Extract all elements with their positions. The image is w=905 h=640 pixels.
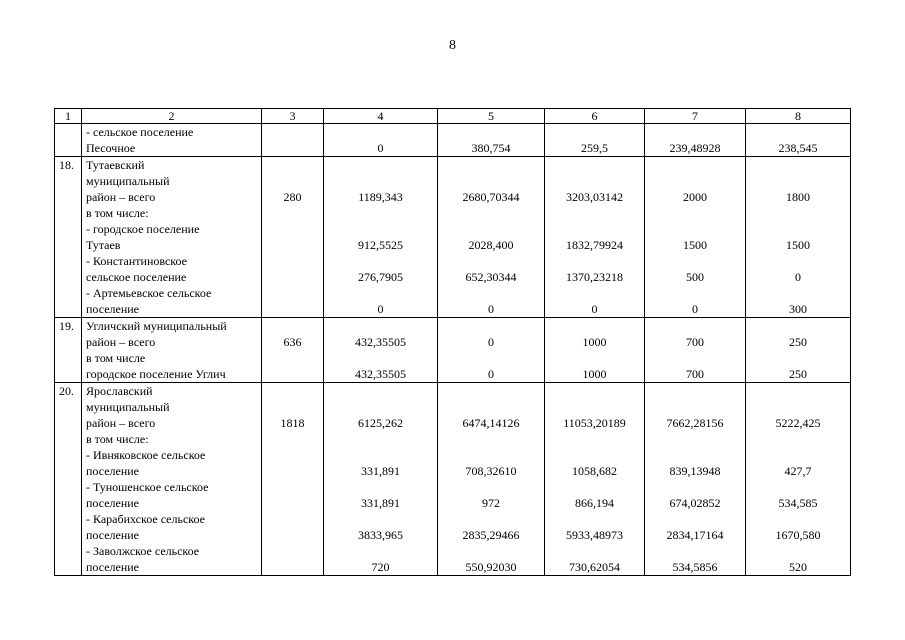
value-line — [266, 350, 319, 366]
value-line — [442, 399, 540, 415]
value-line — [328, 543, 433, 559]
row-number: 20. — [55, 383, 82, 576]
name-line: Ярославский — [86, 384, 153, 398]
name-line: сельское поселение — [86, 270, 187, 284]
value-line — [442, 447, 540, 463]
value-cell-c5 — [438, 383, 545, 576]
value-line: 700 — [686, 335, 704, 349]
value-line: 972 — [482, 496, 500, 510]
value-line: 1818 — [280, 416, 305, 430]
value-line — [266, 463, 319, 479]
value-line — [549, 253, 640, 269]
column-header: 5 — [438, 109, 545, 124]
value-line: 432,35505 — [355, 367, 406, 381]
row-number — [55, 124, 82, 157]
value-line — [328, 399, 433, 415]
value-cell-c6 — [545, 383, 645, 576]
value-line: 652,30344 — [465, 270, 517, 284]
value-line — [442, 479, 540, 495]
value-line: 708,32610 — [465, 464, 517, 478]
value-line — [549, 383, 640, 399]
value-line — [328, 318, 433, 334]
value-line: 1670,580 — [775, 528, 821, 542]
value-line — [266, 318, 319, 334]
column-header: 1 — [55, 109, 82, 124]
value-line — [649, 447, 741, 463]
value-line: 520 — [789, 560, 807, 574]
value-line: 0 — [488, 335, 494, 349]
value-line — [750, 318, 846, 334]
name-line: в том числе: — [86, 206, 149, 220]
value-line — [442, 285, 540, 301]
value-cell-c4 — [324, 383, 438, 576]
name-line: Угличский муниципальный — [86, 319, 227, 333]
municipality-name-cell — [82, 383, 262, 576]
value-line — [750, 383, 846, 399]
value-line — [549, 124, 640, 140]
value-line — [750, 511, 846, 527]
value-line — [328, 221, 433, 237]
value-cell-c7 — [645, 124, 746, 157]
value-line — [442, 253, 540, 269]
value-cell-c8 — [746, 318, 851, 383]
value-line — [266, 157, 319, 173]
value-line: 6474,14126 — [462, 416, 520, 430]
table-row — [55, 318, 851, 383]
table-row — [55, 383, 851, 576]
value-cell-c7 — [645, 157, 746, 318]
name-line: поселение — [86, 464, 140, 478]
value-line — [549, 543, 640, 559]
value-line: 636 — [283, 335, 302, 349]
value-line — [266, 527, 319, 543]
value-line — [649, 285, 741, 301]
value-line — [750, 124, 846, 140]
value-line: 550,92030 — [465, 560, 517, 574]
value-line: 0 — [591, 302, 598, 316]
value-cell-c6 — [545, 318, 645, 383]
value-line — [266, 447, 319, 463]
value-cell-c5 — [438, 124, 545, 157]
value-line: 0 — [692, 302, 698, 316]
value-cell-c6 — [545, 124, 645, 157]
value-line — [750, 221, 846, 237]
value-line: 239,48928 — [669, 141, 721, 155]
value-line — [549, 173, 640, 189]
value-line — [328, 383, 433, 399]
value-line: 2834,17164 — [666, 528, 724, 542]
name-line: район – всего — [86, 190, 156, 204]
value-line: 700 — [686, 367, 704, 381]
column-header: 3 — [262, 109, 324, 124]
value-line: 280 — [283, 190, 302, 204]
column-header: 7 — [645, 109, 746, 124]
name-line: район – всего — [86, 335, 156, 349]
value-line — [649, 253, 741, 269]
value-line — [328, 205, 433, 221]
value-line — [442, 221, 540, 237]
value-line: 2028,400 — [468, 238, 514, 252]
value-line — [649, 399, 741, 415]
municipality-name-cell — [82, 124, 262, 157]
column-header: 4 — [324, 109, 438, 124]
value-line — [266, 124, 319, 140]
value-line: 1500 — [683, 238, 707, 252]
name-line: поселение — [86, 496, 140, 510]
value-line — [549, 447, 640, 463]
value-line: 1800 — [786, 190, 810, 204]
value-line: 276,7905 — [358, 270, 403, 284]
value-line — [266, 399, 319, 415]
value-line — [442, 205, 540, 221]
value-line — [266, 559, 319, 575]
value-cell-c3 — [262, 124, 324, 157]
value-line — [750, 399, 846, 415]
value-line — [266, 285, 319, 301]
municipality-name-cell — [82, 318, 262, 383]
value-line — [442, 511, 540, 527]
value-cell-c7 — [645, 318, 746, 383]
value-line — [750, 285, 846, 301]
value-cell-c5 — [438, 318, 545, 383]
value-line — [266, 221, 319, 237]
value-line — [266, 301, 319, 317]
value-line: 2835,29466 — [462, 528, 520, 542]
name-line: городское поселение Углич — [86, 367, 226, 381]
value-line: 912,5525 — [358, 238, 403, 252]
name-line: - городское поселение — [86, 222, 200, 236]
value-line: 331,891 — [361, 496, 400, 510]
value-line — [266, 237, 319, 253]
value-line — [266, 205, 319, 221]
value-line: 1000 — [582, 335, 607, 349]
column-number-row — [55, 109, 851, 124]
value-line — [328, 253, 433, 269]
value-line — [750, 173, 846, 189]
value-line: 1500 — [786, 238, 810, 252]
value-line: 1000 — [582, 367, 607, 381]
value-line — [549, 479, 640, 495]
value-line — [442, 318, 540, 334]
value-cell-c7 — [645, 383, 746, 576]
value-line: 432,35505 — [355, 335, 406, 349]
value-line — [266, 253, 319, 269]
value-line: 238,545 — [778, 141, 818, 155]
name-line: муниципальный — [86, 400, 170, 414]
value-line: 5222,425 — [775, 416, 821, 430]
value-line: 3203,03142 — [566, 190, 623, 204]
value-line — [649, 173, 741, 189]
value-line — [549, 431, 640, 447]
value-line: 720 — [371, 560, 390, 574]
value-line — [750, 543, 846, 559]
value-line — [649, 511, 741, 527]
value-cell-c8 — [746, 157, 851, 318]
value-line: 1058,682 — [572, 464, 617, 478]
value-line: 259,5 — [581, 141, 608, 155]
value-line — [649, 221, 741, 237]
name-line: Песочное — [86, 141, 136, 155]
value-line — [328, 511, 433, 527]
value-cell-c4 — [324, 157, 438, 318]
column-header: 8 — [746, 109, 851, 124]
page-number: 8 — [449, 38, 456, 53]
value-line — [266, 543, 319, 559]
value-line: 500 — [686, 270, 704, 284]
name-line: - Туношенское сельское — [86, 480, 209, 494]
value-line — [549, 221, 640, 237]
name-line: в том числе: — [86, 432, 149, 446]
name-line: поселение — [86, 528, 140, 542]
value-line — [442, 173, 540, 189]
name-line: в том числе — [86, 351, 146, 365]
value-line — [328, 124, 433, 140]
value-line: 2680,70344 — [462, 190, 520, 204]
value-line: 534,585 — [778, 496, 818, 510]
value-line — [266, 495, 319, 511]
name-line: - Заволжское сельское — [86, 544, 200, 558]
name-line: Тутаев — [86, 238, 121, 252]
value-line — [266, 511, 319, 527]
value-line: 300 — [789, 302, 807, 316]
value-line — [266, 383, 319, 399]
value-line — [750, 479, 846, 495]
value-line: 427,7 — [784, 464, 812, 478]
column-header: 2 — [82, 109, 262, 124]
name-line: - Карабихское сельское — [86, 512, 205, 526]
value-cell-c4 — [324, 124, 438, 157]
column-header: 6 — [545, 109, 645, 124]
value-line: 7662,28156 — [666, 416, 724, 430]
value-line: 0 — [488, 367, 494, 381]
value-line — [442, 543, 540, 559]
value-line: 0 — [795, 270, 801, 284]
municipality-name-cell — [82, 157, 262, 318]
value-line — [750, 253, 846, 269]
data-table — [54, 108, 851, 576]
value-line: 2000 — [683, 190, 707, 204]
value-line — [649, 543, 741, 559]
value-line: 0 — [377, 141, 384, 155]
value-line — [649, 350, 741, 366]
value-line: 331,891 — [361, 464, 400, 478]
name-line: - Константиновское — [86, 254, 187, 268]
name-line: район – всего — [86, 416, 156, 430]
table-row — [55, 157, 851, 318]
value-cell-c5 — [438, 157, 545, 318]
value-line — [442, 157, 540, 173]
name-line: - Артемьевское сельское — [86, 286, 212, 300]
value-line: 0 — [488, 302, 494, 316]
value-line — [328, 173, 433, 189]
value-line — [549, 157, 640, 173]
value-line — [649, 383, 741, 399]
value-line: 3833,965 — [358, 528, 403, 542]
value-cell-c3 — [262, 318, 324, 383]
value-line — [750, 350, 846, 366]
value-line: 730,62054 — [569, 560, 620, 574]
value-line — [442, 431, 540, 447]
name-line: Тутаевский — [86, 158, 145, 172]
value-line: 250 — [789, 335, 807, 349]
value-line: 1189,343 — [358, 190, 403, 204]
value-line — [649, 157, 741, 173]
value-line — [549, 285, 640, 301]
value-line — [442, 350, 540, 366]
value-line — [266, 269, 319, 285]
name-line: муниципальный — [86, 174, 170, 188]
value-line — [266, 366, 319, 382]
value-line: 534,5856 — [672, 560, 718, 574]
name-line: - сельское поселение — [86, 125, 194, 139]
value-cell-c3 — [262, 157, 324, 318]
value-line: 674,02852 — [669, 496, 721, 510]
value-line: 380,754 — [471, 141, 511, 155]
value-cell-c6 — [545, 157, 645, 318]
value-line — [328, 285, 433, 301]
value-line: 839,13948 — [669, 464, 721, 478]
value-line — [549, 511, 640, 527]
name-line: поселение — [86, 302, 140, 316]
value-cell-c4 — [324, 318, 438, 383]
value-line — [266, 479, 319, 495]
value-line: 0 — [377, 302, 384, 316]
value-line — [649, 205, 741, 221]
value-line — [328, 431, 433, 447]
value-line: 5933,48973 — [566, 528, 623, 542]
value-line — [442, 383, 540, 399]
value-line — [266, 173, 319, 189]
value-cell-c8 — [746, 383, 851, 576]
value-line: 250 — [789, 367, 807, 381]
name-line: - Ивняковское сельское — [86, 448, 206, 462]
value-line — [328, 479, 433, 495]
value-line — [649, 479, 741, 495]
value-line — [750, 205, 846, 221]
value-line — [549, 205, 640, 221]
value-line: 11053,20189 — [563, 416, 626, 430]
value-line — [750, 431, 846, 447]
value-line — [549, 350, 640, 366]
value-line: 866,194 — [575, 496, 614, 510]
value-line — [649, 124, 741, 140]
value-line — [549, 399, 640, 415]
value-line — [549, 318, 640, 334]
value-line: 6125,262 — [358, 416, 403, 430]
value-line — [649, 318, 741, 334]
value-line — [328, 157, 433, 173]
value-line — [266, 431, 319, 447]
value-line — [328, 350, 433, 366]
value-line: 1370,23218 — [566, 270, 623, 284]
value-line: 1832,79924 — [566, 238, 623, 252]
value-line — [750, 157, 846, 173]
table-row — [55, 124, 851, 157]
row-number: 18. — [55, 157, 82, 318]
value-line — [266, 140, 319, 156]
value-line — [750, 447, 846, 463]
value-line — [649, 431, 741, 447]
value-line — [442, 124, 540, 140]
row-number: 19. — [55, 318, 82, 383]
value-cell-c3 — [262, 383, 324, 576]
value-line — [328, 447, 433, 463]
value-cell-c8 — [746, 124, 851, 157]
name-line: поселение — [86, 560, 140, 574]
